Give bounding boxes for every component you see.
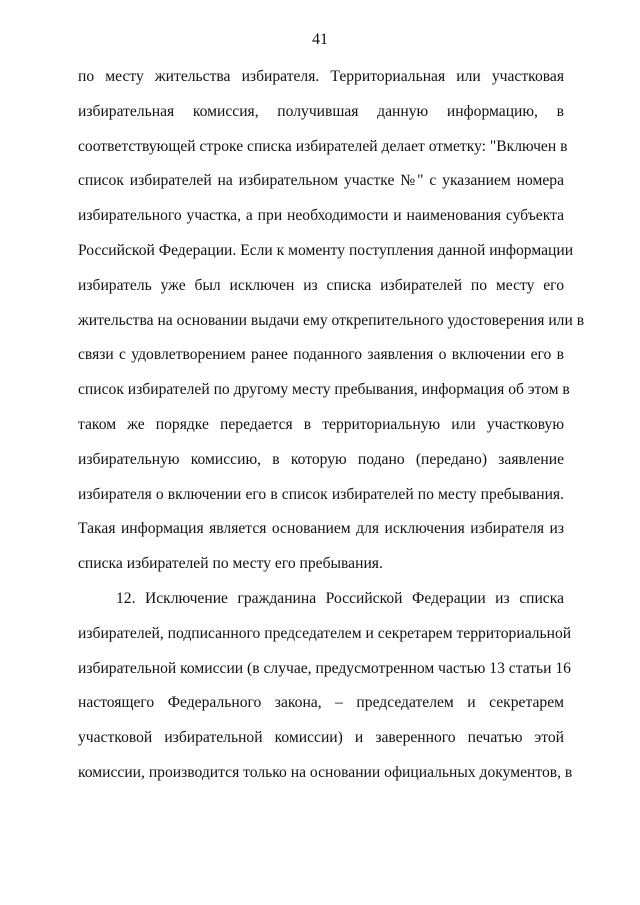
text-line: избирательной комиссии (в случае, предусмотренном частью 13 статьи 16 — [78, 659, 571, 677]
text-line: настоящего Федерального закона, – председателем и секретарем — [78, 694, 564, 712]
text-line: по месту жительства избирателя. Территориальная или участковая — [78, 68, 564, 85]
text-line: избирательную комиссию, в которую подано (передано) заявление — [78, 450, 564, 468]
text-line: список избирателей на избирательном участке №" с указанием номера — [78, 172, 564, 190]
text-line: избирательного участка, а при необходимости и наименования субъекта — [78, 207, 564, 225]
text-line: жительства на основании выдачи ему открепительного удостоверения или в — [78, 311, 585, 329]
text-line: Такая информация является основанием для исключения избирателя из — [78, 520, 564, 538]
text-line: связи с удовлетворением ранее поданного заявления о включении его в — [78, 346, 564, 364]
page-number: 41 — [312, 31, 328, 48]
text-line: Российской Федерации. Если к моменту поступления данной информации — [78, 241, 574, 259]
text-line: комиссии, производится только на основании официальных документов, в — [78, 763, 573, 781]
text-line: избиратель уже был исключен из списка избирателей по месту его — [78, 276, 564, 294]
paragraph-1 — [78, 60, 585, 582]
text-line: избирателя о включении его в список избирателей по месту пребывания. — [78, 485, 564, 503]
text-line: список избирателей по другому месту пребывания, информация об этом в — [78, 381, 570, 399]
text-line: таком же порядке передается в территориальную или участковую — [78, 415, 564, 433]
text-line: избирательная комиссия, получившая данную информацию, в — [78, 102, 564, 120]
text-line: избирателей, подписанного председателем и секретарем территориальной — [78, 624, 572, 642]
paragraph-2 — [78, 582, 573, 791]
text-line: соответствующей строке списка избирателей делает отметку: "Включен в — [78, 137, 568, 155]
text-line: 12. Исключение гражданина Российской Федерации из списка — [116, 590, 564, 607]
text-line: списка избирателей по месту его пребывания. — [78, 555, 383, 573]
text-line: участковой избирательной комиссии) и заверенного печатью этой — [78, 729, 564, 747]
